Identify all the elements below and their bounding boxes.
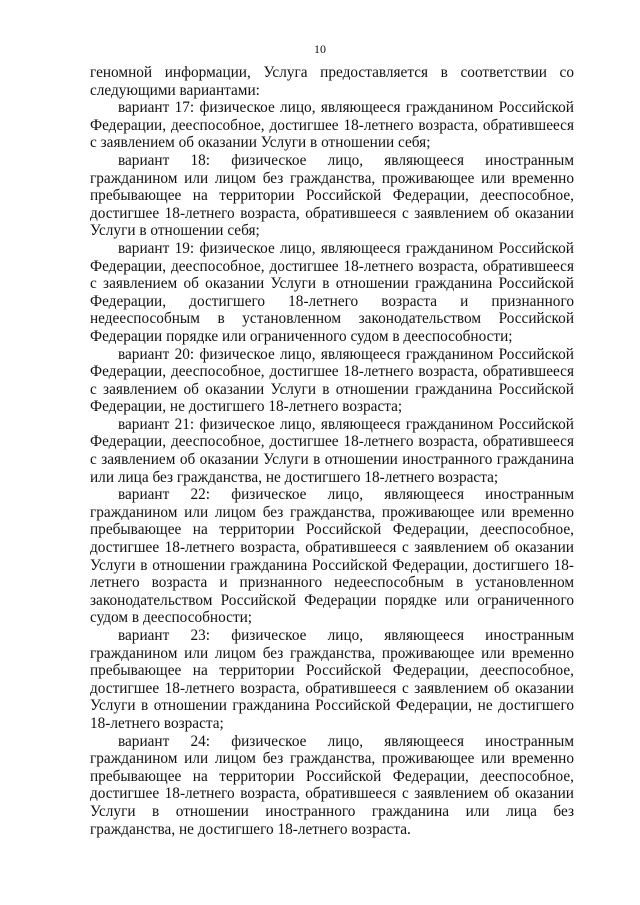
paragraph-variant-17: вариант 17: физическое лицо, являющееся гражданином Российской Федерации, дееспособное, достигшее 18-летнего возраста, обратившееся с заявлением об оказании Услуги в отношении себя; (90, 99, 574, 152)
page-number: 10 (314, 42, 326, 56)
paragraph-variant-22: вариант 22: физическое лицо, являющееся иностранным гражданином или лицом без гражданства, проживающее или временно пребывающее на территории Российской Федерации, дееспособное, достигшее 18-летнего возраста, обратившееся с заявлением об оказании Услуги в отношении гражданина Российской Федерации, достигшего 18-летнего возраста и признанного недееспособным в установленном законодательством Российской Федерации порядке или ограниченного судом в дееспособности; (90, 486, 574, 627)
paragraph-variant-23: вариант 23: физическое лицо, являющееся иностранным гражданином или лицом без гражданства, проживающее или временно пребывающее на территории Российской Федерации, дееспособное, достигшее 18-летнего возраста, обратившееся с заявлением об оказании Услуги в отношении гражданина Российской Федерации, не достигшего 18-летнего возраста; (90, 627, 574, 732)
paragraph-variant-20: вариант 20: физическое лицо, являющееся гражданином Российской Федерации, дееспособное, достигшее 18-летнего возраста, обратившееся с заявлением об оказании Услуги в отношении гражданина Российской Федерации, не достигшего 18-летнего возраста; (90, 345, 574, 416)
paragraph-variant-24: вариант 24: физическое лицо, являющееся иностранным гражданином или лицом без гражданства, проживающее или временно пребывающее на территории Российской Федерации, дееспособное, достигшее 18-летнего возраста, обратившееся с заявлением об оказании Услуги в отношении иностранного гражданина или лица без гражданства, не достигшего 18-летнего возраста. (90, 732, 574, 838)
paragraph-intro: геномной информации, Услуга предоставляется в соответствии со следующими вариантами: (90, 64, 574, 99)
paragraph-variant-21: вариант 21: физическое лицо, являющееся гражданином Российской Федерации, дееспособное, достигшее 18-летнего возраста, обратившееся с заявлением об оказании Услуги в отношении иностранного гражданина или лица без гражданства, не достигшего 18-летнего возраста; (90, 415, 574, 486)
paragraph-variant-18: вариант 18: физическое лицо, являющееся иностранным гражданином или лицом без гражданства, проживающее или временно пребывающее на территории Российской Федерации, дееспособное, достигшее 18-летнего возраста, обратившееся с заявлением об оказании Услуги в отношении себя; (90, 151, 574, 240)
document-body (90, 64, 574, 838)
paragraph-variant-19: вариант 19: физическое лицо, являющееся гражданином Российской Федерации, дееспособное, достигшее 18-летнего возраста, обратившееся с заявлением об оказании Услуги в отношении гражданина Российской Федерации, достигшего 18-летнего возраста и признанного недееспособным в установленном законодательством Российской Федерации порядке или ограниченного судом в дееспособности; (90, 239, 574, 345)
